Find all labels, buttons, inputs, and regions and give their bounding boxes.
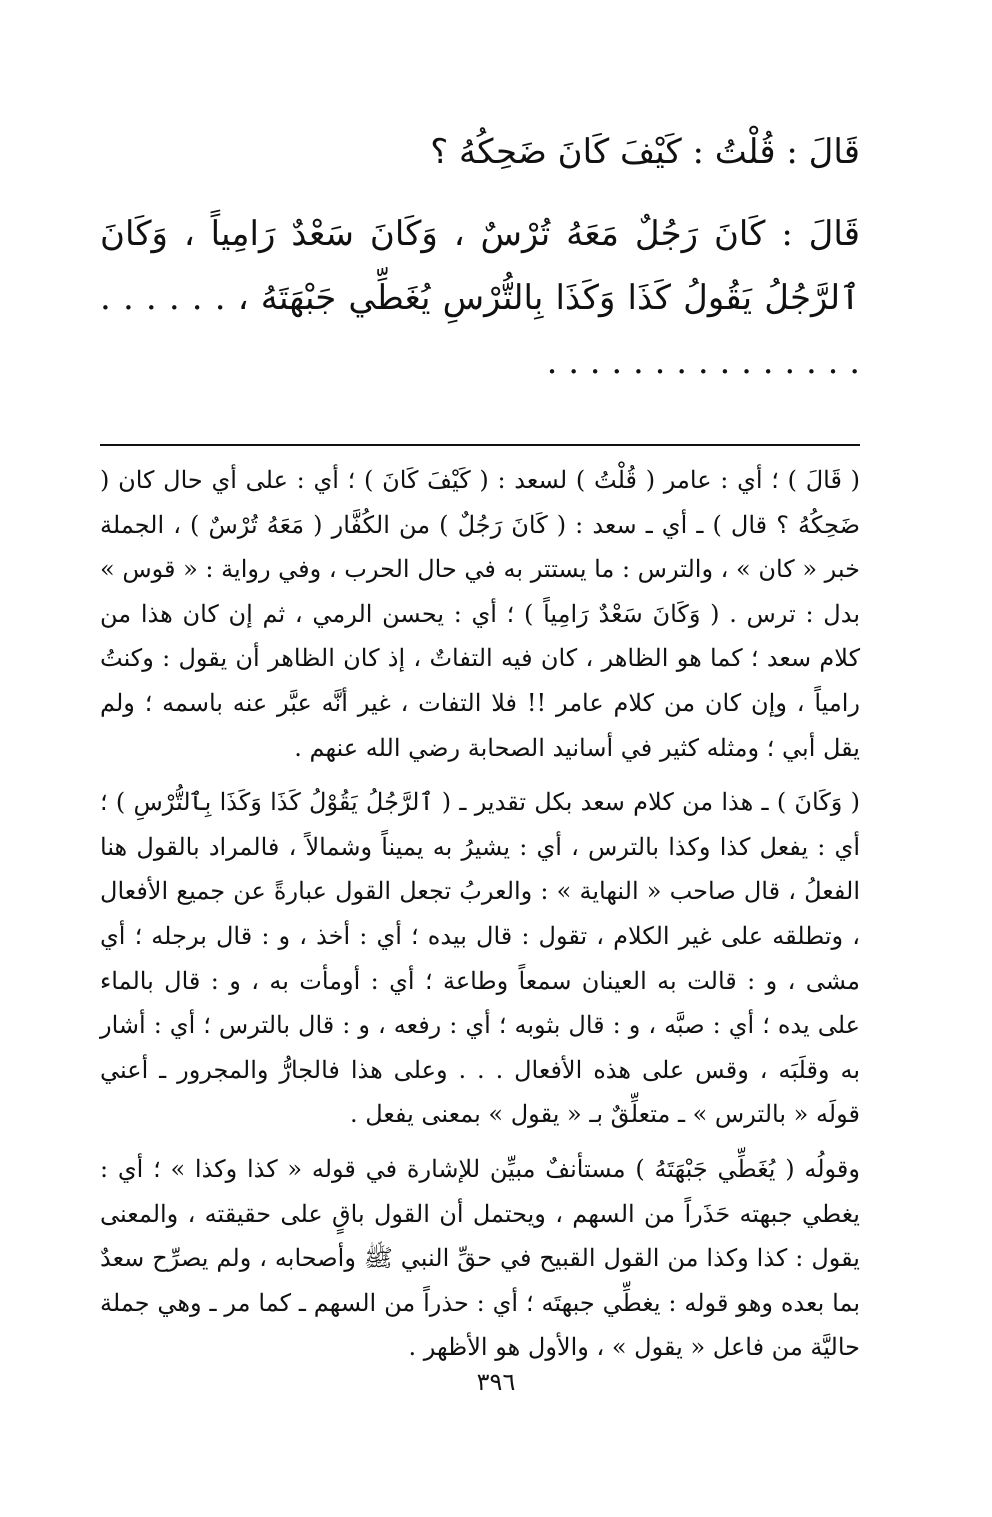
page-body	[100, 120, 860, 1370]
hadith-line-2: قَالَ : كَانَ رَجُلٌ مَعَهُ تُرْسٌ ، وَكَانَ سَعْدٌ رَامِياً ، وَكَانَ ٱلرَّجُلُ يَقُولُ كَذَا وَكَذَا بِالتُّرْسِ يُغَطِّي جَبْهَتَهُ ، . . . . . . . . . . . . . . . . . . . . .	[100, 214, 860, 382]
hadith-text	[100, 120, 860, 394]
hadith-line-1: قَالَ : قُلْتُ : كَيْفَ كَانَ ضَحِكُهُ ؟	[430, 132, 860, 172]
commentary-paragraph-2: ( وَكَانَ ) ـ هذا من كلام سعد بكل تقدير ـ ( ٱلرَّجُلُ يَقُوْلُ كَذَا وَكَذَا بِٱلتُّرْسِ ) ؛ أي : يفعل كذا وكذا بالترس ، أي : يشيرُ به يميناً وشمالاً ، فالمراد بالقول هنا الفعلُ ، قال صاحب « النهاية » : والعربُ تجعل القول عبارةً عن جميع الأفعال ، وتطلقه على غير الكلام ، تقول : قال بيده ؛ أي : أخذ ، و : قال برجله ؛ أي مشى ، و : قالت به العينان سمعاً وطاعة ؛ أي : أومأت به ، و : قال بالماء على يده ؛ أي : صبَّه ، و : قال بثوبه ؛ أي : رفعه ، و : قال بالترس ؛ أي : أشار به وقلَبَه ، وقس على هذه الأفعال . . . وعلى هذا فالجارُّ والمجرور ـ أعني قولَه « بالترس » ـ متعلِّقٌ بـ « يقول » بمعنى يفعل .	[100, 788, 860, 1129]
commentary-paragraph-3: وقولُه ( يُغَطِّي جَبْهَتَهُ ) مستأنفٌ مبيِّن للإشارة في قوله « كذا وكذا » ؛ أي : يغطي جبهته حَذَراً من السهم ، ويحتمل أن القول باقٍ على حقيقته ، والمعنى يقول : كذا وكذا من القول القبيح في حقِّ النبي ﷺ وأصحابه ، ولم يصرِّح سعدٌ بما بعده وهو قوله : يغطِّي جبهتَه ؛ أي : حذراً من السهم ـ كما مر ـ وهي جملة حاليَّة من فاعل « يقول » ، والأول هو الأظهر .	[100, 1154, 860, 1362]
commentary	[100, 458, 860, 1370]
page-number: ٣٩٦	[476, 1368, 516, 1396]
commentary-paragraph-1: ( قَالَ ) ؛ أي : عامر ( قُلْتُ ) لسعد : ( كَيْفَ كَانَ ) ؛ أي : على أي حال كان ( ضَحِكُهُ ؟ قال ) ـ أي ـ سعد : ( كَانَ رَجُلٌ ) من الكُفَّار ( مَعَهُ تُرْسٌ ) ، الجملة خبر « كان » ، والترس : ما يستتر به في حال الحرب ، وفي رواية : « قوس » بدل : ترس . ( وَكَانَ سَعْدٌ رَامِياً ) ؛ أي : يحسن الرمي ، ثم إن كان هذا من كلام سعد ؛ كما هو الظاهر ، كان فيه التفاتٌ ، إذ كان الظاهر أن يقول : وكنتُ رامياً ، وإن كان من كلام عامر !! فلا التفات ، غير أنَّه عبَّر عنه باسمه ؛ ولم يقل أبي ؛ ومثله كثير في أسانيد الصحابة رضي الله عنهم .	[100, 466, 860, 762]
footnote-divider	[100, 444, 860, 446]
